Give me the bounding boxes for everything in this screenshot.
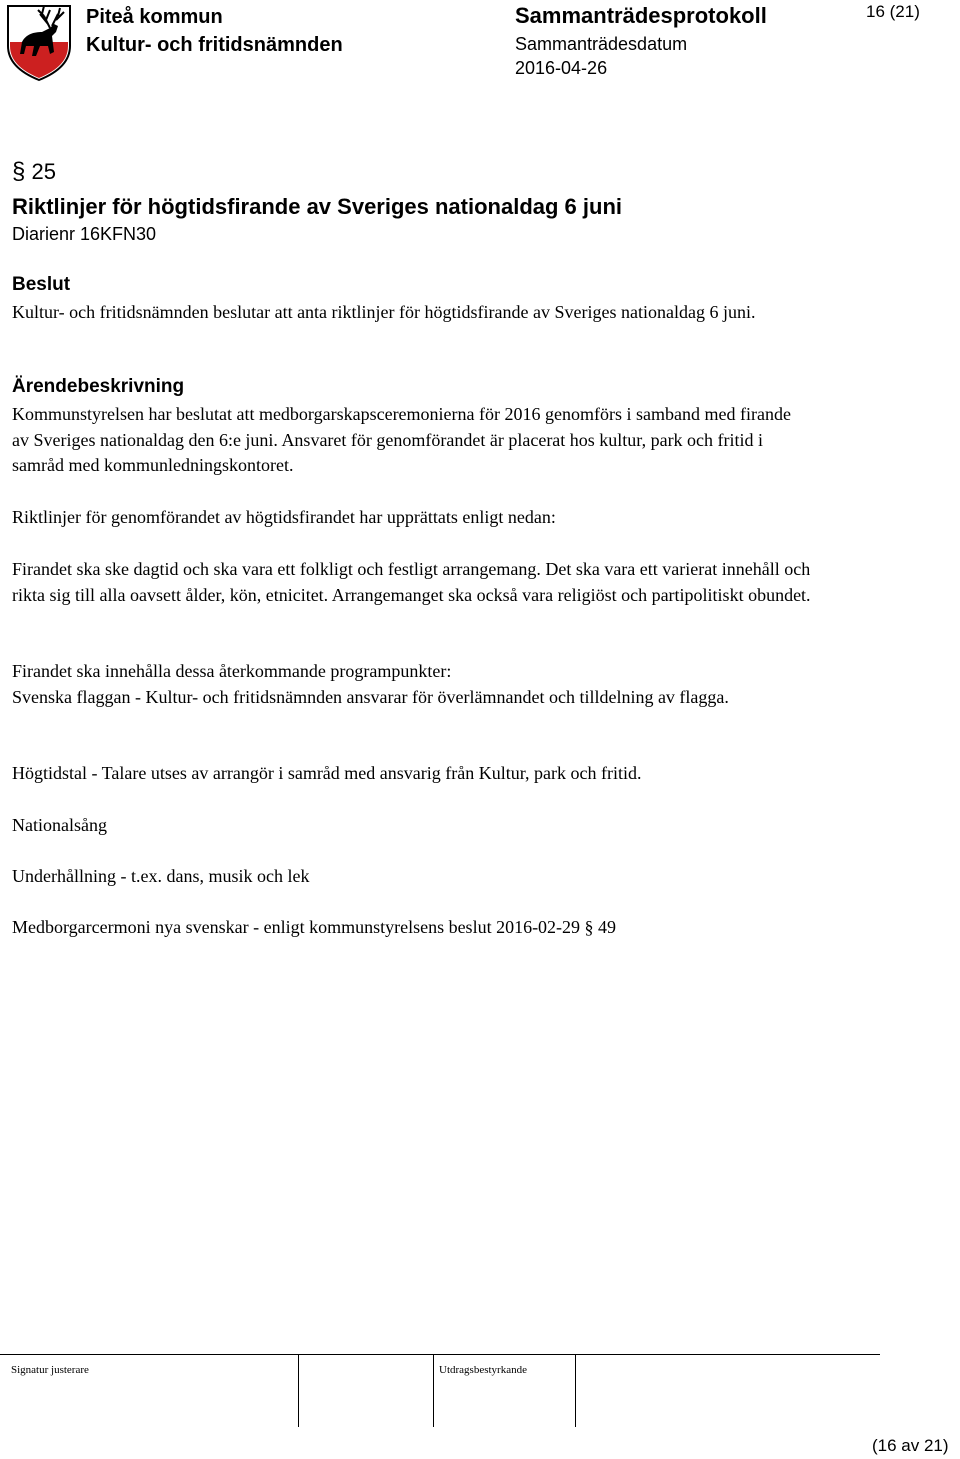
decision-heading: Beslut [12,274,71,295]
guidelines-intro: Riktlinjer för genomförandet av högtidsfirandet har upprättats enligt nedan: [12,507,556,527]
program-item-flag: Svenska flaggan - Kultur- och fritidsnämnden ansvarar för överlämnandet och tilldelning av flagga. [12,687,729,707]
page-number: 16 (21) [866,2,920,21]
extract-certification-label: Utdragsbestyrkande [439,1364,527,1376]
footer-divider [575,1355,576,1427]
document-type: Sammanträdesprotokoll [515,3,767,28]
meeting-date-value: 2016-04-26 [515,58,608,78]
case-description-text: Kommunstyrelsen har beslutat att medborgarskapsceremonierna för 2016 genomförs i samband med firande av Sveriges nationaldag den 6:e juni. Ansvaret för genomförandet är placerat hos kultur, park och fritid i samråd med kommunledningskontoret. [12,404,791,475]
page-title: Riktlinjer för högtidsfirande av Sveriges nationaldag 6 juni [12,194,623,219]
paragraph-number [12,158,56,186]
municipal-coat-of-arms-icon [4,2,74,82]
paragraph-symbol: § [12,158,26,185]
footer-divider [433,1355,434,1427]
program-item-citizenship-ceremony: Medborgarcermoni nya svenskar - enligt kommunstyrelsens beslut 2016-02-29 § 49 [12,917,617,937]
meeting-date-label: Sammanträdesdatum [515,34,688,54]
program-item-anthem: Nationalsång [12,815,107,835]
organization-name: Piteå kommun [86,6,223,28]
program-item-entertainment: Underhållning - t.ex. dans, musik och lek [12,866,310,886]
page-footer-number: (16 av 21) [872,1436,949,1455]
program-intro: Firandet ska innehålla dessa återkommande programpunkter: [12,661,452,681]
signature-field-label: Signatur justerare [11,1364,89,1376]
decision-text: Kultur- och fritidsnämnden beslutar att anta riktlinjer för högtidsfirande av Sveriges nationaldag 6 juni. [12,302,756,322]
diary-number: Diarienr 16KFN30 [12,224,157,244]
case-description-heading: Ärendebeskrivning [12,376,185,397]
footer-rule [0,1354,880,1355]
paragraph-number-value: 25 [31,159,56,184]
guidelines-paragraph: Firandet ska ske dagtid och ska vara ett folkligt och festligt arrangemang. Det ska vara ett varierat innehåll och rikta sig till alla oavsett ålder, kön, etnicitet. Arrangemanget ska också vara religiöst och partipolitiskt obundet. [12,559,811,605]
program-item-speech: Högtidstal - Talare utses av arrangör i samråd med ansvarig från Kultur, park och fritid. [12,763,642,783]
committee-name: Kultur- och fritidsnämnden [86,34,343,56]
footer-divider [298,1355,299,1427]
